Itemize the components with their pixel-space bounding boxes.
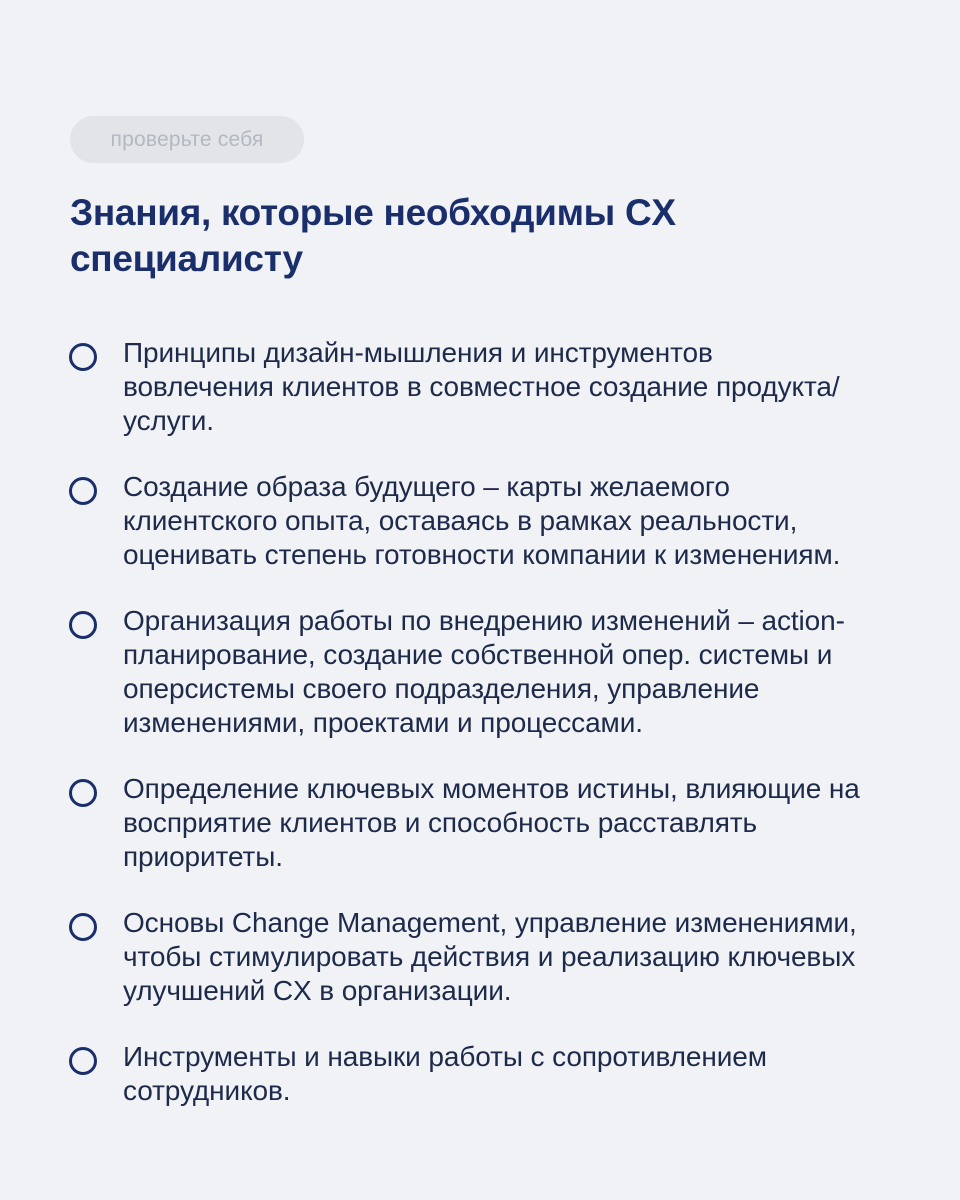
checklist-item-line: восприятие клиентов и способность расставлять	[123, 807, 757, 838]
checklist-item	[66, 336, 926, 438]
checklist-item-line: сотрудников.	[123, 1075, 291, 1106]
page-title	[70, 190, 870, 282]
checklist-item-line: клиентского опыта, оставаясь в рамках реальности,	[123, 505, 798, 536]
circle-outline-icon	[69, 779, 97, 807]
checklist-item	[66, 1040, 926, 1108]
circle-outline-icon	[69, 913, 97, 941]
checklist-item-line: оперсистемы своего подразделения, управление	[123, 673, 760, 704]
checklist-item	[66, 604, 926, 740]
checklist-item-line: Инструменты и навыки работы с сопротивлением	[123, 1041, 767, 1072]
checklist-item	[66, 772, 926, 874]
circle-outline-icon	[69, 477, 97, 505]
checklist-item-line: Организация работы по внедрению изменений – action-	[123, 605, 845, 636]
checklist-item-line: планирование, создание собственной опер. системы и	[123, 639, 833, 670]
title-line-2: специалисту	[70, 238, 303, 279]
checklist-item-line: чтобы стимулировать действия и реализацию ключевых	[123, 941, 856, 972]
checklist-item-line: вовлечения клиентов в совместное создание продукта/	[123, 371, 840, 402]
checklist-item-line: Определение ключевых моментов истины, влияющие на	[123, 773, 860, 804]
title-line-1: Знания, которые необходимы CX	[70, 192, 676, 233]
checklist-item-line: приоритеты.	[123, 841, 283, 872]
checklist-item	[66, 470, 926, 572]
checklist-item-line: оценивать степень готовности компании к изменениям.	[123, 539, 841, 570]
checklist-item-line: услуги.	[123, 405, 214, 436]
checklist-item-line: Принципы дизайн-мышления и инструментов	[123, 337, 713, 368]
checklist-item	[66, 906, 926, 1008]
checklist	[66, 336, 926, 1140]
circle-outline-icon	[69, 343, 97, 371]
circle-outline-icon	[69, 1047, 97, 1075]
checklist-item-line: улучшений CX в организации.	[123, 975, 512, 1006]
checklist-item-line: Создание образа будущего – карты желаемого	[123, 471, 730, 502]
checklist-item-line: изменениями, проектами и процессами.	[123, 707, 643, 738]
circle-outline-icon	[69, 611, 97, 639]
checklist-item-line: Основы Change Management, управление изменениями,	[123, 907, 857, 938]
section-tag: проверьте себя	[70, 116, 304, 163]
